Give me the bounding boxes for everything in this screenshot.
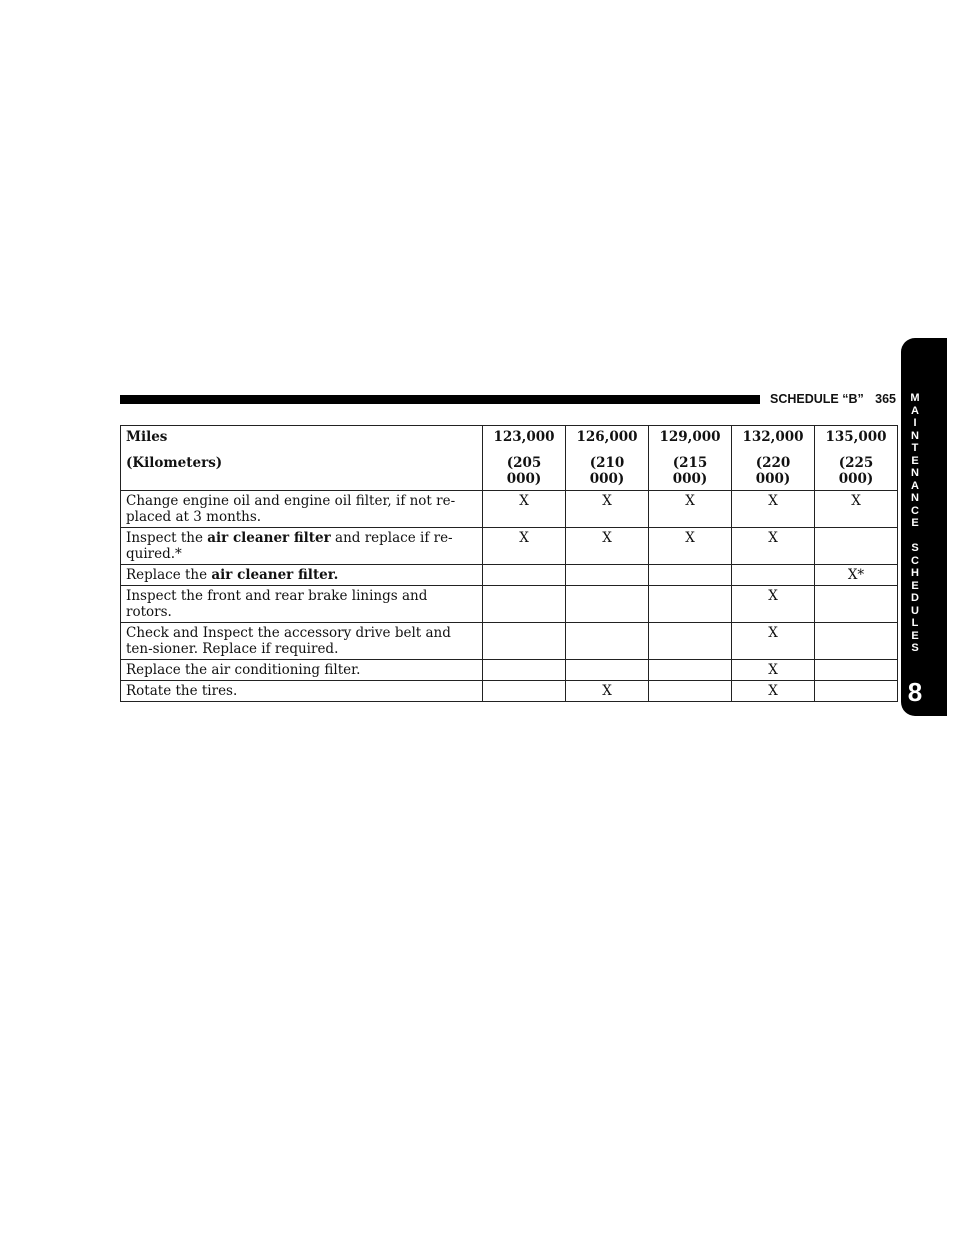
- chapter-side-tab: [901, 338, 947, 716]
- row-label-header: [121, 426, 483, 491]
- service-description: Check and Inspect the accessory drive belt and ten-sioner. Replace if required.: [121, 623, 483, 660]
- interval-km: (225 000): [838, 455, 874, 487]
- side-tab-letter: C: [911, 504, 919, 517]
- service-mark: [649, 660, 732, 681]
- service-mark: [566, 660, 649, 681]
- service-description: Inspect the front and rear brake linings and rotors.: [121, 586, 483, 623]
- table-row: [121, 586, 898, 623]
- side-tab-letter: N: [911, 467, 919, 479]
- service-mark: [815, 623, 898, 660]
- service-mark: X: [732, 491, 815, 528]
- table-row: [121, 565, 898, 586]
- table-row: [121, 528, 898, 565]
- service-mark: [649, 586, 732, 623]
- interval-header: [483, 426, 566, 491]
- table-row: [121, 623, 898, 660]
- side-tab-letter: A: [911, 404, 919, 417]
- side-tab-letter: D: [911, 592, 919, 604]
- chapter-number: 8: [907, 677, 923, 707]
- side-tab-letter: A: [911, 479, 919, 492]
- table-row: [121, 491, 898, 528]
- running-header: [770, 390, 896, 408]
- interval-miles: 126,000: [576, 429, 638, 445]
- interval-header: [815, 426, 898, 491]
- interval-miles: 135,000: [825, 429, 887, 445]
- table-header-row: [121, 426, 898, 491]
- table-row: [121, 681, 898, 702]
- side-tab-letter: E: [911, 517, 919, 529]
- side-tab-letter: S: [911, 642, 919, 654]
- service-mark: [815, 681, 898, 702]
- side-tab-letter: I: [913, 417, 917, 429]
- header-rule: [120, 395, 760, 404]
- table-row: [121, 660, 898, 681]
- service-mark: X: [732, 623, 815, 660]
- interval-miles: 132,000: [742, 429, 804, 445]
- service-mark: X: [732, 528, 815, 565]
- interval-km: (215 000): [672, 455, 708, 487]
- service-mark: [483, 660, 566, 681]
- service-mark: X: [483, 528, 566, 565]
- emphasized-term: air cleaner filter: [207, 530, 331, 546]
- service-mark: X: [566, 681, 649, 702]
- kilometers-label: (Kilometers): [126, 455, 223, 471]
- service-mark: X: [732, 681, 815, 702]
- interval-km: (205 000): [506, 455, 542, 487]
- service-mark: X: [732, 586, 815, 623]
- service-mark: [483, 681, 566, 702]
- service-description: Replace the air conditioning filter.: [121, 660, 483, 681]
- service-mark: [566, 623, 649, 660]
- service-mark: X*: [815, 565, 898, 586]
- service-mark: X: [483, 491, 566, 528]
- service-mark: [649, 565, 732, 586]
- maintenance-schedule-table: [120, 425, 898, 702]
- service-mark: [483, 565, 566, 586]
- service-mark: [483, 623, 566, 660]
- side-tab-letter: M: [910, 392, 920, 404]
- interval-header: [732, 426, 815, 491]
- side-tab-letter: E: [911, 629, 919, 642]
- miles-label: Miles: [126, 429, 168, 445]
- interval-km: (210 000): [589, 455, 625, 487]
- service-mark: X: [566, 528, 649, 565]
- interval-miles: 129,000: [659, 429, 721, 445]
- side-tab-letter: N: [911, 429, 919, 442]
- service-mark: [566, 586, 649, 623]
- side-tab-letter: N: [911, 492, 919, 504]
- interval-header: [649, 426, 732, 491]
- emphasized-term: air cleaner filter.: [211, 567, 339, 583]
- service-mark: X: [566, 491, 649, 528]
- side-tab-letter: E: [911, 579, 919, 592]
- side-tab-letter: L: [911, 617, 919, 629]
- interval-header: [566, 426, 649, 491]
- service-mark: [483, 586, 566, 623]
- side-tab-letter: H: [911, 567, 919, 579]
- section-title: SCHEDULE “B”: [770, 392, 864, 406]
- side-tab-letter: U: [911, 604, 919, 617]
- side-tab-letters: [901, 392, 929, 655]
- service-mark: [566, 565, 649, 586]
- service-mark: [649, 681, 732, 702]
- service-mark: X: [732, 660, 815, 681]
- service-mark: X: [649, 528, 732, 565]
- service-mark: X: [649, 491, 732, 528]
- service-description: Replace the air cleaner filter.: [121, 565, 483, 586]
- service-description: Inspect the air cleaner filter and replace if re-quired.*: [121, 528, 483, 565]
- side-tab-letter: S: [911, 542, 919, 554]
- side-tab-letter: C: [911, 554, 919, 567]
- page-number: 365: [875, 392, 896, 406]
- side-tab-letter: T: [911, 442, 919, 454]
- service-mark: [649, 623, 732, 660]
- service-description: Rotate the tires.: [121, 681, 483, 702]
- service-mark: [815, 528, 898, 565]
- interval-miles: 123,000: [493, 429, 555, 445]
- service-mark: [815, 660, 898, 681]
- service-mark: [815, 586, 898, 623]
- service-mark: [732, 565, 815, 586]
- side-tab-letter: E: [911, 454, 919, 467]
- interval-km: (220 000): [755, 455, 791, 487]
- service-mark: X: [815, 491, 898, 528]
- service-description: Change engine oil and engine oil filter, if not re-placed at 3 months.: [121, 491, 483, 528]
